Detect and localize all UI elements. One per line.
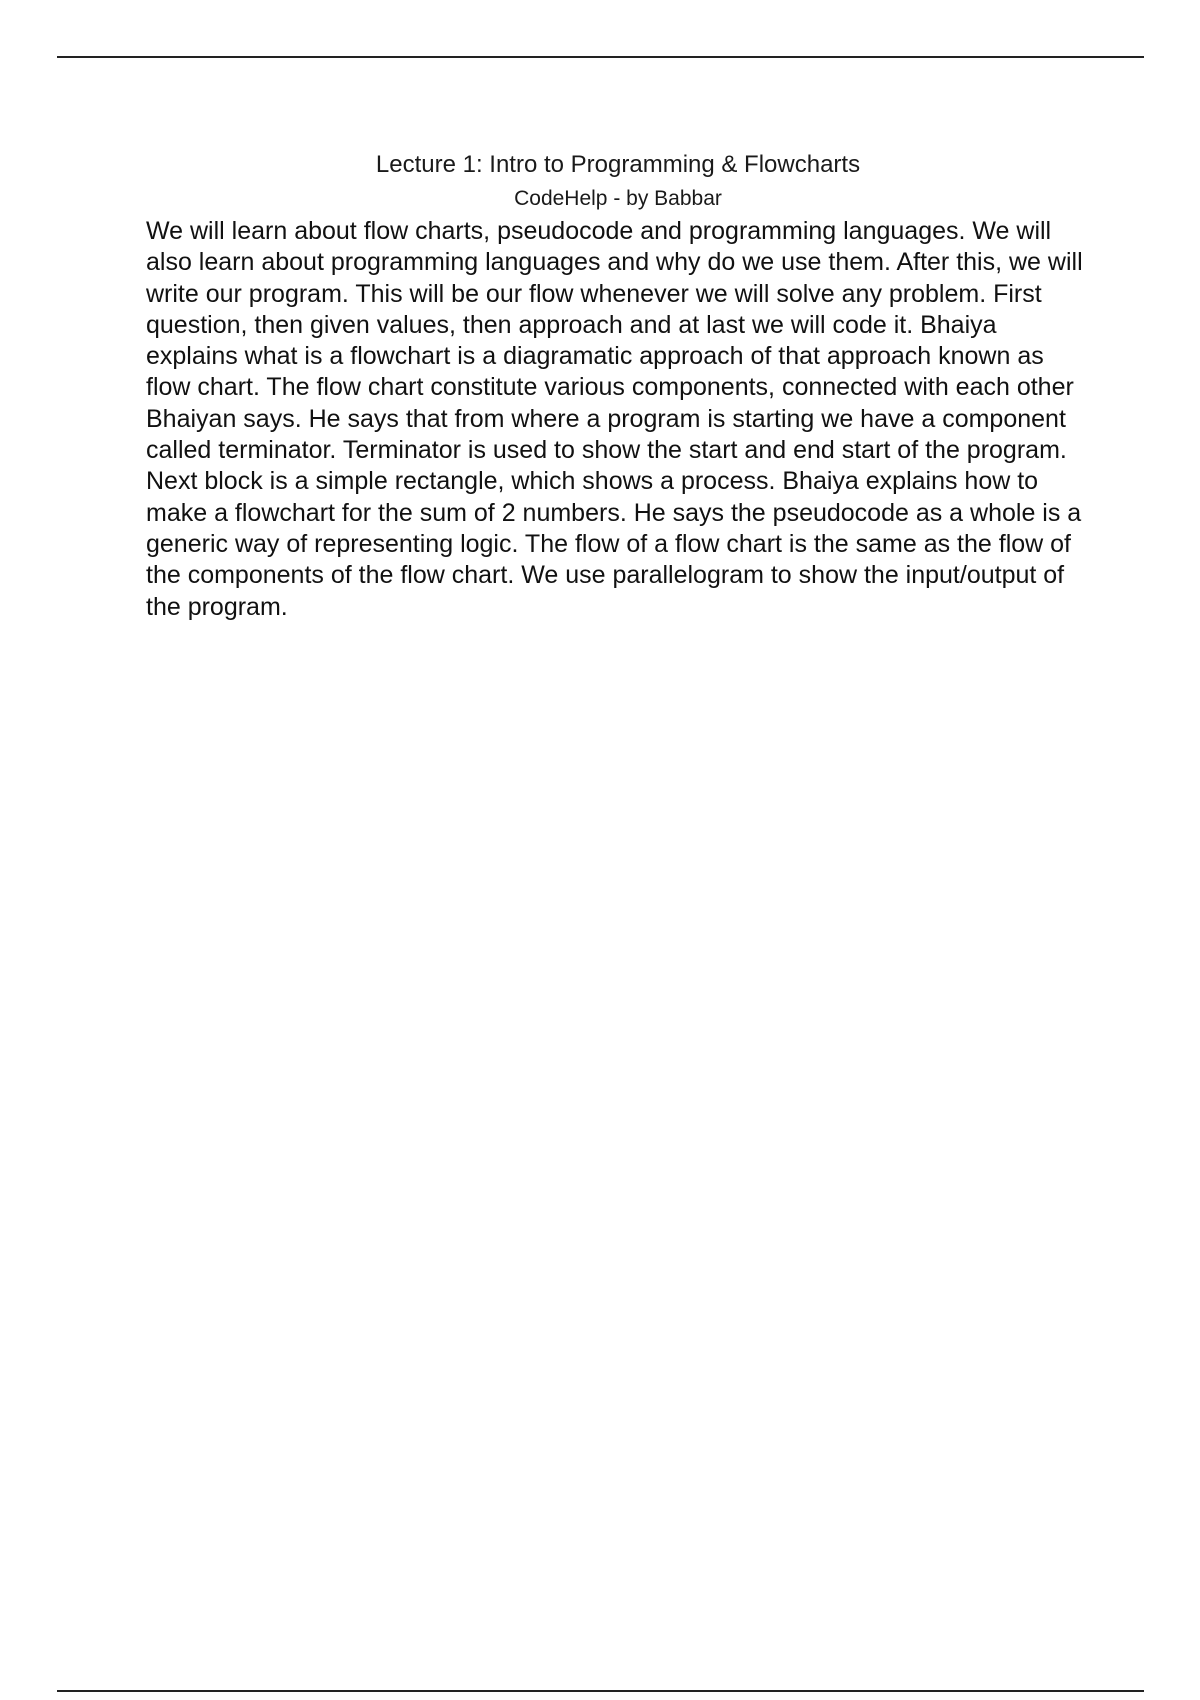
bottom-rule: [57, 1690, 1144, 1692]
page-subtitle: CodeHelp - by Babbar: [514, 187, 722, 210]
page-title: Lecture 1: Intro to Programming & Flowcharts: [375, 151, 861, 178]
top-rule: [57, 56, 1144, 58]
body-paragraph: We will learn about flow charts, pseudocode and programming languages. We will also learn about programming languages and why do we use them. After this, we will write our program. This will be our flow whenever we will solve any problem. First question, then given values, then approach and at last we will code it. Bhaiya explains what is a flowchart is a diagramatic approach of that approach known as flow chart. The flow chart constitute various components, connected with each other Bhaiyan says. He says that from where a program is starting we have a component called terminator. Terminator is used to show the start and end start of the program. Next block is a simple rectangle, which shows a process. Bhaiya explains how to make a flowchart for the sum of 2 numbers. He says the pseudocode as a whole is a generic way of representing logic. The flow of a flow chart is the same as the flow of the components of the flow chart. We use parallelogram to show the input/output of the program.: [146, 217, 1083, 621]
